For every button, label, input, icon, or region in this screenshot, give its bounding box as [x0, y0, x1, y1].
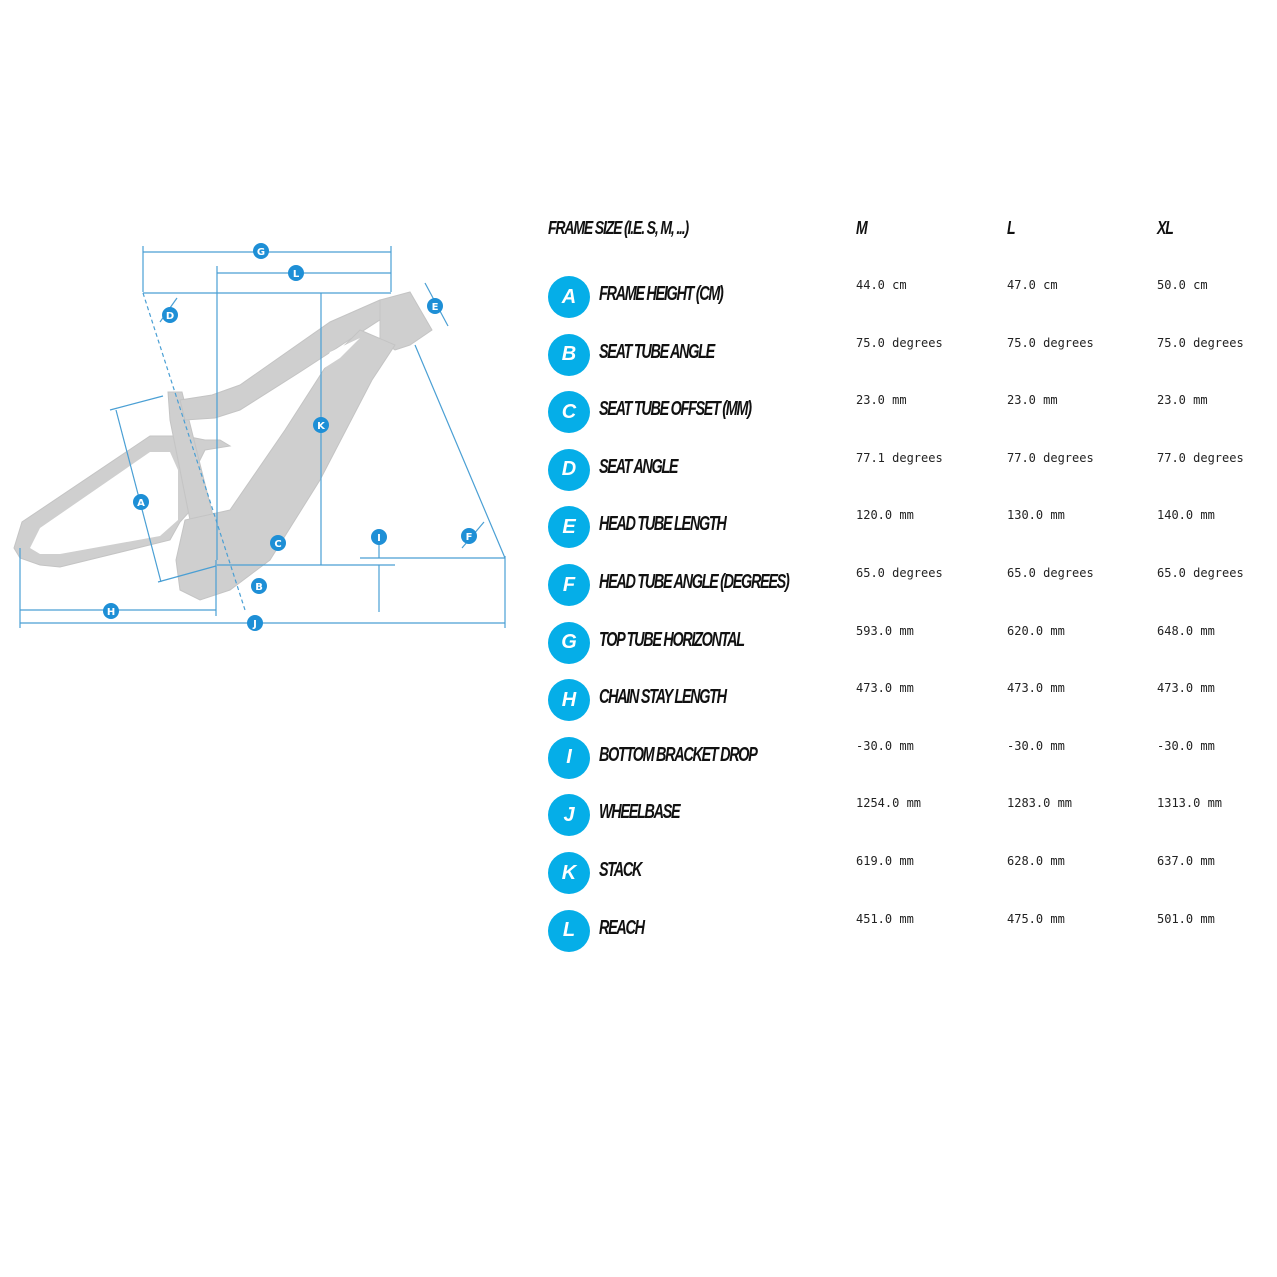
row-value-xl: 637.0 mm	[1157, 854, 1215, 868]
bike-frame-silhouette	[14, 292, 432, 600]
row-value-l: 23.0 mm	[1007, 393, 1058, 408]
row-label: CHAIN STAY LENGTH	[599, 686, 726, 709]
row-label: SEAT TUBE ANGLE	[599, 340, 714, 363]
row-value-l: -30.0 mm	[1007, 738, 1065, 753]
svg-text:J: J	[253, 619, 257, 630]
marker-g	[253, 243, 269, 259]
marker-h	[103, 603, 119, 619]
svg-text:G: G	[256, 247, 266, 258]
svg-text:F: F	[465, 532, 473, 543]
row-label: BOTTOM BRACKET DROP	[599, 743, 757, 766]
table-row	[548, 506, 1268, 563]
svg-text:D: D	[165, 311, 175, 322]
marker-b	[251, 578, 267, 594]
row-letter-badge: C	[548, 391, 590, 433]
marker-f	[461, 528, 477, 544]
row-value-m: 593.0 mm	[856, 623, 914, 638]
table-row	[548, 449, 1268, 506]
row-value-m: 451.0 mm	[856, 911, 914, 926]
row-value-l: 475.0 mm	[1007, 911, 1065, 926]
svg-text:B: B	[255, 582, 263, 593]
row-value-xl: 1313.0 mm	[1157, 796, 1223, 811]
row-value-xl: 140.0 mm	[1157, 508, 1215, 523]
marker-j	[247, 615, 263, 631]
table-row	[548, 737, 1268, 794]
row-letter-badge: K	[548, 852, 590, 894]
marker-d	[162, 307, 178, 323]
row-letter-badge: L	[548, 910, 590, 952]
row-value-xl: 50.0 cm	[1157, 278, 1208, 292]
row-label: WHEELBASE	[599, 801, 680, 824]
row-value-m: -30.0 mm	[856, 738, 914, 753]
row-letter-badge: I	[548, 737, 590, 779]
head-tube	[380, 292, 432, 350]
svg-text:H: H	[106, 607, 116, 618]
row-letter-badge: J	[548, 794, 590, 836]
header-frame-size: FRAME SIZE (I.E. S, M, ...)	[548, 218, 689, 238]
row-letter-badge: H	[548, 679, 590, 721]
header-size-xl: XL	[1157, 218, 1173, 238]
row-value-m: 77.1 degrees	[856, 450, 943, 465]
table-row	[548, 852, 1268, 909]
row-label: REACH	[599, 916, 644, 939]
header-size-l: L	[1007, 218, 1015, 238]
row-label: STACK	[599, 859, 642, 881]
table-row	[548, 622, 1268, 679]
row-value-xl: 65.0 degrees	[1157, 566, 1244, 580]
row-value-xl: -30.0 mm	[1157, 738, 1215, 753]
row-value-l: 65.0 degrees	[1007, 566, 1094, 580]
row-value-m: 619.0 mm	[856, 854, 914, 868]
row-letter-badge: F	[548, 564, 590, 606]
header-size-m: M	[856, 218, 867, 238]
row-label: TOP TUBE HORIZONTAL	[599, 628, 744, 651]
row-value-m: 23.0 mm	[856, 393, 907, 408]
row-value-xl: 473.0 mm	[1157, 681, 1215, 696]
row-value-xl: 23.0 mm	[1157, 393, 1208, 408]
table-row	[548, 391, 1268, 448]
row-label: FRAME HEIGHT (CM)	[599, 283, 723, 305]
marker-a	[133, 494, 149, 510]
row-value-xl: 501.0 mm	[1157, 911, 1215, 926]
svg-text:K: K	[317, 421, 325, 432]
marker-k	[313, 417, 329, 433]
row-value-xl: 75.0 degrees	[1157, 335, 1244, 350]
row-value-l: 47.0 cm	[1007, 278, 1058, 292]
row-letter-badge: D	[548, 449, 590, 491]
marker-i	[371, 529, 387, 545]
table-row	[548, 794, 1268, 851]
row-label: SEAT ANGLE	[599, 455, 678, 478]
row-value-m: 120.0 mm	[856, 508, 914, 523]
row-value-l: 628.0 mm	[1007, 854, 1065, 868]
row-label: HEAD TUBE ANGLE (DEGREES)	[599, 571, 789, 593]
row-letter-badge: B	[548, 334, 590, 376]
marker-c	[270, 535, 286, 551]
table-row	[548, 910, 1268, 967]
table-row	[548, 334, 1268, 391]
row-value-l: 1283.0 mm	[1007, 796, 1073, 811]
row-value-l: 130.0 mm	[1007, 508, 1065, 523]
svg-text:A: A	[137, 498, 145, 509]
table-row	[548, 564, 1268, 621]
row-letter-badge: E	[548, 506, 590, 548]
row-value-l: 75.0 degrees	[1007, 335, 1094, 350]
row-value-l: 77.0 degrees	[1007, 450, 1094, 465]
svg-text:I: I	[377, 533, 381, 544]
frame-geometry-diagram	[0, 0, 520, 700]
row-value-m: 44.0 cm	[856, 278, 907, 292]
table-row	[548, 679, 1268, 736]
row-letter-badge: G	[548, 622, 590, 664]
row-value-m: 473.0 mm	[856, 681, 914, 696]
row-label: SEAT TUBE OFFSET (MM)	[599, 398, 751, 421]
marker-e	[427, 298, 443, 314]
row-value-xl: 648.0 mm	[1157, 623, 1215, 638]
row-value-m: 1254.0 mm	[856, 796, 922, 811]
row-value-xl: 77.0 degrees	[1157, 450, 1244, 465]
row-value-l: 620.0 mm	[1007, 623, 1065, 638]
svg-text:L: L	[292, 269, 300, 280]
marker-l	[288, 265, 304, 281]
row-value-l: 473.0 mm	[1007, 681, 1065, 696]
row-value-m: 75.0 degrees	[856, 335, 943, 350]
row-label: HEAD TUBE LENGTH	[599, 513, 726, 536]
svg-text:E: E	[431, 302, 439, 313]
row-value-m: 65.0 degrees	[856, 566, 943, 580]
table-row	[548, 276, 1268, 333]
row-letter-badge: A	[548, 276, 590, 318]
svg-text:C: C	[274, 539, 282, 550]
